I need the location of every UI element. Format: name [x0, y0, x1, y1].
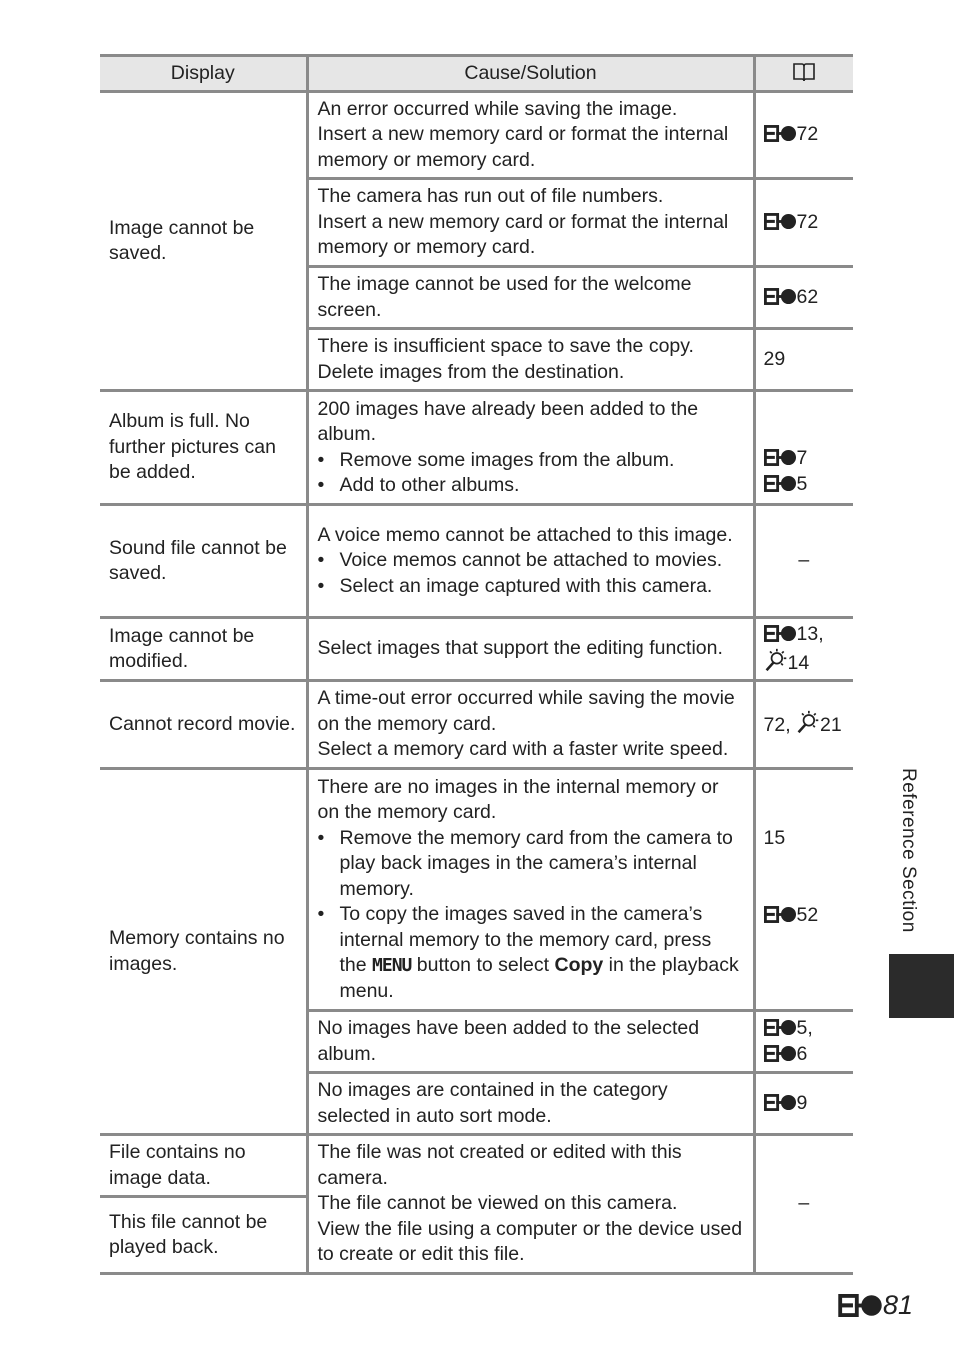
table-row: [100, 769, 853, 1011]
cause-text: An error occurred while saving the image. Insert a new memory card or format the internal memory or memory card.: [317, 97, 729, 171]
cause-text: The camera has run out of file numbers. Insert a new memory card or format the internal memory or memory card.: [317, 185, 729, 259]
reference-section-icon: [764, 449, 796, 466]
list-item: • To copy the images saved in the camera’s internal memory to the memory card, press the MENU button to select Copy in the playback menu.: [340, 902, 744, 1004]
page-ref: 21: [820, 714, 842, 737]
reference-section-icon: [764, 475, 796, 492]
display-cell: Memory contains no images.: [100, 769, 307, 1135]
copy-option-label: Copy: [554, 954, 604, 977]
cause-text: A time-out error occurred while saving the movie on the memory card. Select a memory card with a faster write speed.: [317, 687, 735, 761]
cause-cell: No images are contained in the category selected in auto sort mode.: [307, 1073, 754, 1135]
tips-icon: [764, 648, 788, 672]
reference-cell: [754, 618, 853, 681]
reference-cell: –: [754, 505, 853, 618]
display-cell: Image cannot be saved.: [100, 92, 307, 391]
reference-cell: [754, 681, 853, 769]
display-cell: Album is full. No further pictures can be added.: [100, 391, 307, 505]
cause-cell: Select images that support the editing function.: [307, 618, 754, 681]
reference-section-icon: [838, 1294, 882, 1317]
cause-text: There are no images in the internal memory or on the memory card.: [317, 775, 719, 824]
page-ref: 52: [796, 903, 819, 926]
cause-column-header: Cause/Solution: [307, 56, 754, 92]
reference-section-icon: [764, 1094, 796, 1111]
cause-text: 200 images have already been added to the album.: [317, 397, 699, 445]
page-number-text: 81: [883, 1290, 914, 1320]
page-ref: 72: [796, 210, 819, 233]
page-ref: 6: [796, 1042, 808, 1065]
section-tab-marker: [889, 954, 954, 1018]
cause-cell: [307, 92, 754, 179]
reference-cell: [754, 267, 853, 329]
section-side-label: Reference Section: [898, 768, 919, 933]
menu-button-label: MENU: [372, 955, 412, 977]
page-ref: 15: [763, 827, 786, 849]
table-row: [100, 1135, 853, 1197]
display-cell: Image cannot be modified.: [100, 618, 307, 681]
cause-text: There is insufficient space to save the copy. Delete images from the destination.: [317, 335, 694, 383]
bullet-list: [318, 448, 744, 499]
reference-cell: –: [754, 1135, 853, 1274]
display-cell: This file cannot be played back.: [100, 1197, 307, 1274]
reference-cell: 29: [754, 329, 853, 391]
cause-cell: [307, 769, 754, 1011]
list-item: • Add to other albums.: [340, 473, 744, 499]
table-row: [100, 505, 853, 618]
bullet-list: [318, 548, 744, 599]
tips-icon: [796, 710, 820, 734]
cause-text: The file was not created or edited with this camera. The file cannot be viewed on this camera. View the file using a computer or the device used to create or edit this file.: [317, 1141, 743, 1266]
bullet-list: [318, 826, 744, 1005]
page-ref: 5,: [796, 1017, 813, 1039]
reference-section-icon: [764, 213, 796, 230]
page-ref: 9: [796, 1091, 808, 1114]
list-item: • Voice memos cannot be attached to movies.: [340, 548, 744, 574]
reference-cell: [754, 179, 853, 267]
table-header-row: [100, 56, 853, 92]
cause-cell: [307, 1135, 754, 1274]
reference-section-icon: [764, 625, 796, 642]
display-cell: Cannot record movie.: [100, 681, 307, 769]
table-row: [100, 391, 853, 505]
reference-cell: [754, 769, 853, 1011]
book-icon: [754, 56, 853, 92]
cause-cell: [307, 391, 754, 505]
reference-cell: [754, 1073, 853, 1135]
cause-cell: [307, 179, 754, 267]
display-cell: File contains no image data.: [100, 1135, 307, 1197]
error-message-table: [100, 54, 853, 1275]
table-row: [100, 92, 853, 179]
reference-section-icon: [764, 125, 796, 142]
display-cell: Sound file cannot be saved.: [100, 505, 307, 618]
cause-text: A voice memo cannot be attached to this image.: [317, 523, 733, 546]
list-item: • Select an image captured with this camera.: [340, 574, 744, 600]
page-ref: 14: [787, 651, 810, 674]
table-row: [100, 681, 853, 769]
cause-cell: [307, 681, 754, 769]
page-ref: 7: [796, 447, 808, 469]
reference-section-icon: [764, 906, 796, 923]
reference-section-icon: [764, 1019, 796, 1036]
page-ref: 72: [796, 123, 819, 146]
reference-cell: [754, 391, 853, 505]
reference-section-icon: [764, 1045, 796, 1062]
cause-cell: The image cannot be used for the welcome screen.: [307, 267, 754, 329]
page-ref: 13,: [796, 623, 824, 645]
list-item: • Remove some images from the album.: [340, 448, 744, 474]
cause-cell: No images have been added to the selected album.: [307, 1011, 754, 1073]
cause-cell: [307, 329, 754, 391]
page-ref: 5: [796, 472, 808, 495]
page-ref: 72,: [763, 714, 797, 737]
reference-cell: [754, 1011, 853, 1073]
table-row: [100, 618, 853, 681]
cause-cell: [307, 505, 754, 618]
reference-cell: [754, 92, 853, 179]
list-item: • Remove the memory card from the camera to play back images in the camera’s internal memory.: [340, 826, 744, 903]
page-number: [838, 1290, 913, 1321]
reference-section-icon: [764, 288, 796, 305]
display-column-header: Display: [100, 56, 307, 92]
page-ref: 62: [796, 285, 819, 308]
